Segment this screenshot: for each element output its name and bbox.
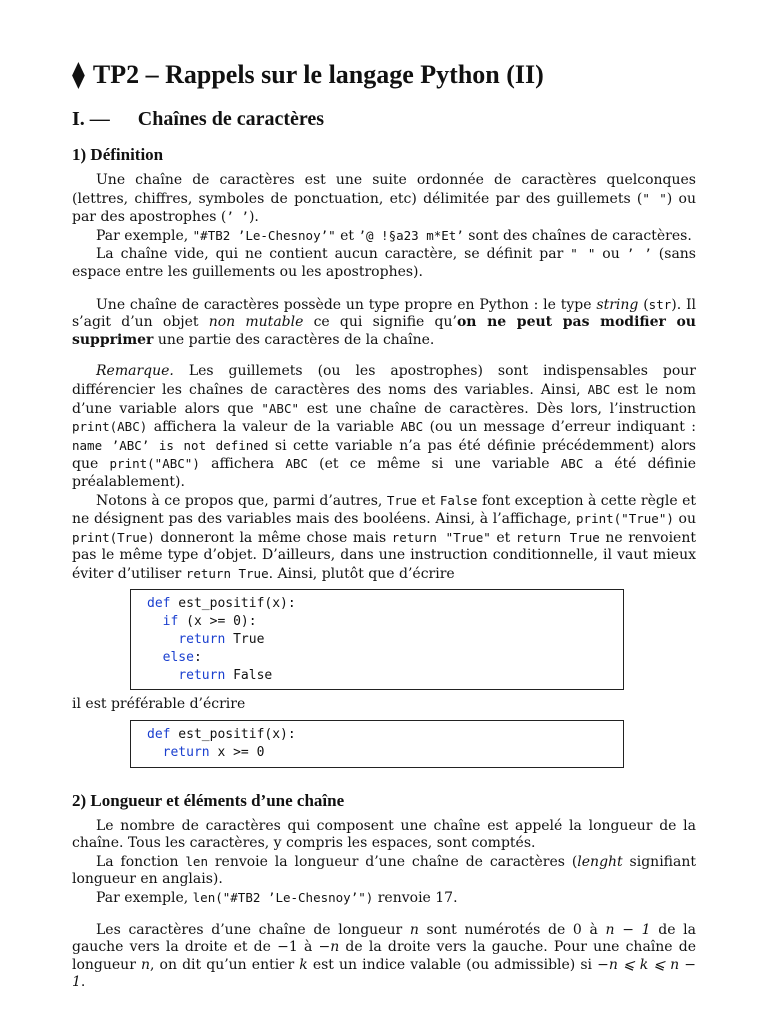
paragraph-indices: Les caractères d’une chaîne de longueur n sont numérotés de 0 à n − 1 de la gauche vers la droite et de −1 à −n de la droite vers la gauche. Pour une chaîne de longueur n, on dit qu’un entier k est un indice valable (ou admissible) si −n ⩽ k ⩽ n − 1.: [72, 921, 697, 991]
diamond-icon: ⧫: [72, 60, 85, 89]
section-title: Chaînes de caractères: [137, 108, 325, 130]
paragraph-booleans: Notons à ce propos que, parmi d’autres, True et False font exception à cette règle et ne désignent pas des variables mais des booléens. Ainsi, à l’affichage, print("True") ou print(True) donneront la même chose mais return "True" et return True ne renvoient pas le même type d’objet. D’ailleurs, dans une instruction conditionnelle, il vaut mieux éviter d’utiliser return True. Ainsi, plutôt que d’écrire: [72, 492, 696, 582]
paragraph-len-example: Par exemple, len("#TB2 ’Le-Chesnoy’") renvoie 17.: [96, 890, 458, 907]
code-block-1: def est_positif(x): if (x >= 0): return True else: return False: [130, 589, 624, 690]
subsection-heading-length: 2) Longueur et éléments d’une chaîne: [72, 790, 345, 810]
paragraph-len-function: La fonction len renvoie la longueur d’une chaîne de caractères (lenght signifiant longueur en anglais).: [72, 853, 696, 888]
paragraph-example: Par exemple, "#TB2 ’Le-Chesnoy’" et ’@ !§a23 m*Et’ sont des chaînes de caractères.: [96, 227, 692, 244]
page-title-text: TP2 – Rappels sur le langage Python (II): [92, 60, 544, 89]
paragraph-definition: Une chaîne de caractères est une suite ordonnée de caractères quelconques (lettres, chiffres, symboles de ponctuation, etc) délimitée par des guillemets (" ") ou par des apostrophes (’ ’).: [72, 172, 696, 226]
section-heading: [72, 106, 696, 132]
page-title: [72, 58, 696, 92]
section-number: I. —: [72, 108, 110, 130]
paragraph-type: Une chaîne de caractères possède un type propre en Python : le type string (str). Il s’agit d’un objet non mutable ce qui signifie qu’on ne peut pas modifier ou supprimer une partie des caractères de la chaîne.: [72, 296, 697, 348]
paragraph-remark: Remarque. Les guillemets (ou les apostrophes) sont indispensables pour différencier les chaînes de caractères des noms des variables. Ainsi, ABC est le nom d’une variable alors que "ABC" est une chaîne de caractères. Dès lors, l’instruction print(ABC) affichera la valeur de la variable ABC (ou un message d’erreur indiquant : name ’ABC’ is not defined si cette variable n’a pas été définie précédemment) alors que print("ABC") affichera ABC (et ce même si une variable ABC a été définie préalablement).: [72, 363, 697, 490]
paragraph-length: Le nombre de caractères qui composent une chaîne est appelé la longueur de la chaîne. Tous les caractères, y compris les espaces, sont comptés.: [72, 817, 696, 852]
code-block-2: def est_positif(x): return x >= 0: [130, 720, 624, 768]
subsection-heading-definition: 1) Définition: [72, 145, 164, 164]
paragraph-empty-string: La chaîne vide, qui ne contient aucun caractère, se définit par " " ou ’ ’ (sans espace entre les guillements ou les apostrophes).: [72, 246, 696, 280]
paragraph-preferable: il est préférable d’écrire: [72, 696, 246, 713]
